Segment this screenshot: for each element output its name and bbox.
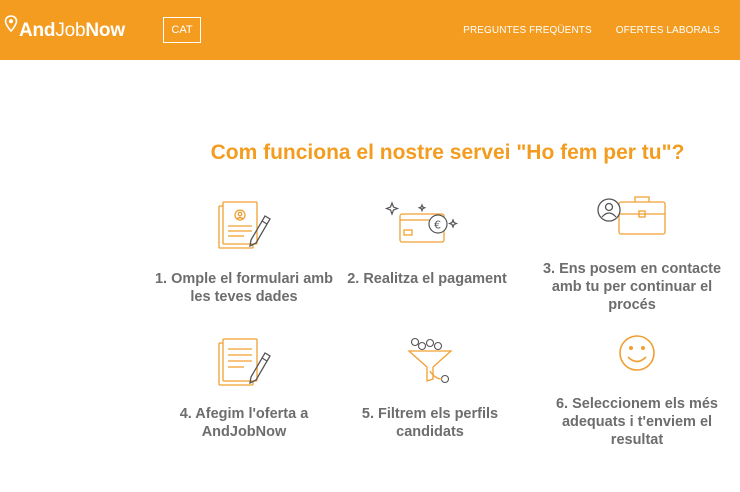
brand-name-and: And [19,19,56,41]
briefcase-contact-icon [587,190,677,250]
step-4-label: 4. Afegim l'oferta a AndJobNow [179,406,309,440]
step-6-label: 6. Seleccionem els més adequats i t'enviem el resultat [555,396,718,448]
step-1 [144,200,344,306]
smiley-face-icon [592,325,682,385]
step-1-label: 1. Omple el formulari amb les teves dades [154,271,334,305]
brand-name-now: Now [85,19,125,41]
step-5-label: 5. Filtrem els perfils candidats [361,406,499,440]
funnel-filter-icon [385,335,475,395]
step-5 [330,335,530,441]
location-pin-icon [4,15,18,33]
brand-name-job: Job [55,19,86,41]
page-title: Com funciona el nostre servei "Ho fem per tu"? [210,141,685,164]
form-pencil-icon [199,200,289,260]
card-payment-icon [382,200,472,260]
main-nav [463,0,720,60]
top-navigation-bar [0,0,740,60]
step-4 [144,335,344,441]
brand-logo[interactable] [4,12,125,48]
nav-link-job-offers[interactable]: OFERTES LABORALS [615,24,720,36]
language-selector-button[interactable]: CAT [163,17,201,43]
step-6 [537,325,737,449]
nav-link-faq[interactable]: PREGUNTES FREQÜENTS [463,24,592,36]
step-2-label: 2. Realitza el pagament [347,271,507,287]
step-2 [327,200,527,288]
svg-text:€: € [434,218,441,232]
step-3-label: 3. Ens posem en contacte amb tu per continuar el procés [542,261,722,313]
document-pencil-icon [199,335,289,395]
step-3 [532,190,732,314]
